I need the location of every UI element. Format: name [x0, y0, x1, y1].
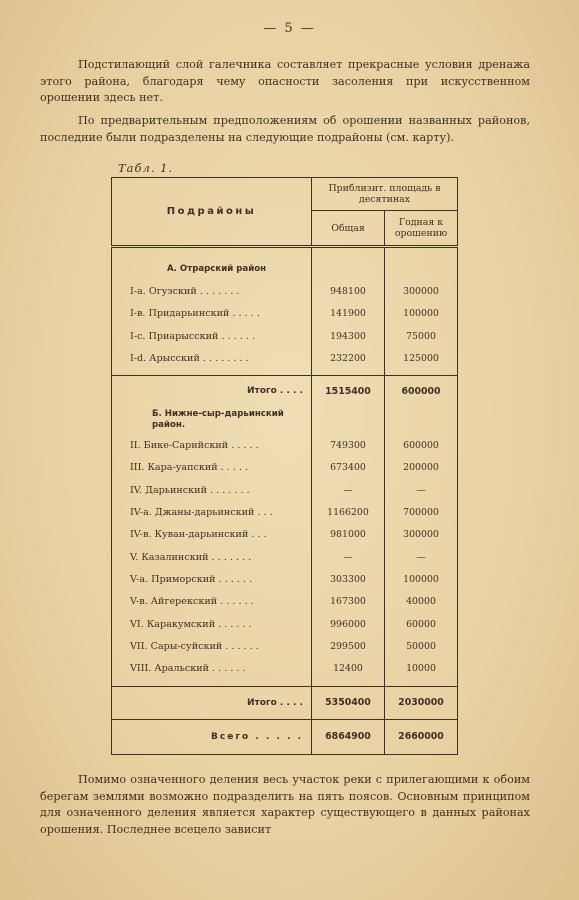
- row-total: 303300: [312, 568, 385, 590]
- row-suitable: 100000: [385, 568, 458, 590]
- page-number: — 5 —: [263, 21, 316, 36]
- row-suitable: 700000: [385, 501, 458, 523]
- header-suitable: Годная к орошению: [385, 211, 458, 247]
- table-row: [112, 325, 458, 347]
- header-total: Общая: [312, 211, 385, 247]
- row-suitable: 125000: [385, 347, 458, 369]
- row-total: 167300: [312, 591, 385, 613]
- row-name: IV-в. Куван-дарьинский . . .: [112, 524, 312, 546]
- paragraph-drainage: [40, 57, 530, 107]
- row-suitable: 600000: [385, 434, 458, 456]
- table-row: [112, 635, 458, 657]
- section-row: [112, 406, 458, 434]
- row-suitable: 300000: [385, 280, 458, 302]
- row-suitable: 60000: [385, 613, 458, 635]
- paragraph-text: По предварительным предположениям об орошении названных районов, последние были подразделены на следующие подрайоны (см. карту).: [40, 114, 530, 144]
- table-row: [112, 591, 458, 613]
- row-suitable: —: [385, 479, 458, 501]
- paragraph-text: Подстилающий слой галечника составляет прекрасные условия дренажа этого района, благодаря чему опасности засоления при искусственном орошении здесь нет.: [40, 58, 530, 104]
- grand-total-label: Всего . . . . .: [112, 719, 312, 754]
- row-name: V. Казалинский . . . . . . .: [112, 546, 312, 568]
- subregions-table: [111, 177, 458, 755]
- table-row: [112, 303, 458, 325]
- row-name: VIII. Аральский . . . . . .: [112, 657, 312, 679]
- row-suitable: 100000: [385, 303, 458, 325]
- row-name: VI. Каракумский . . . . . .: [112, 613, 312, 635]
- subtotal-label: Итого . . . .: [112, 686, 312, 719]
- grand-total-row: [112, 719, 458, 754]
- paragraph-belts: [40, 772, 530, 838]
- row-name: I-d. Арысский . . . . . . . .: [112, 347, 312, 369]
- table-row: [112, 479, 458, 501]
- row-total: —: [312, 546, 385, 568]
- row-total: 981000: [312, 524, 385, 546]
- table-row: [112, 280, 458, 302]
- grand-total-suitable: 2660000: [385, 719, 458, 754]
- row-name: IV. Дарьинский . . . . . . .: [112, 479, 312, 501]
- paragraph-subregions: [40, 113, 530, 146]
- table-row: [112, 546, 458, 568]
- row-suitable: 300000: [385, 524, 458, 546]
- grand-total-total: 6864900: [312, 719, 385, 754]
- row-name: I-в. Придарьинский . . . . .: [112, 303, 312, 325]
- row-suitable: 200000: [385, 457, 458, 479]
- table-row: [112, 457, 458, 479]
- row-total: 948100: [312, 280, 385, 302]
- subtotal-label: Итого . . . .: [112, 376, 312, 407]
- row-suitable: 75000: [385, 325, 458, 347]
- row-total: 749300: [312, 434, 385, 456]
- subtotal-suitable: 2030000: [385, 686, 458, 719]
- spacer-row: [112, 247, 458, 259]
- row-total: 12400: [312, 657, 385, 679]
- row-total: 232200: [312, 347, 385, 369]
- row-name: VII. Сары-суйский . . . . . .: [112, 635, 312, 657]
- subtotal-total: 1515400: [312, 376, 385, 407]
- table-row: [112, 568, 458, 590]
- row-total: 299500: [312, 635, 385, 657]
- table-row: [112, 347, 458, 369]
- row-name: II. Бике-Сарийский . . . . .: [112, 434, 312, 456]
- table-row: [112, 657, 458, 679]
- header-area: Приблизит. площадь в десятинах: [312, 178, 458, 211]
- row-total: 194300: [312, 325, 385, 347]
- table-row: [112, 501, 458, 523]
- table-caption: Табл. 1.: [118, 161, 174, 175]
- header-subregions: Подрайоны: [112, 178, 312, 247]
- table-row: [112, 613, 458, 635]
- subtotal-total: 5350400: [312, 686, 385, 719]
- row-total: —: [312, 479, 385, 501]
- row-name: III. Кара-уапский . . . . .: [112, 457, 312, 479]
- row-name: I-с. Приарысский . . . . . .: [112, 325, 312, 347]
- table-row: [112, 524, 458, 546]
- row-total: 673400: [312, 457, 385, 479]
- section-row: [112, 258, 458, 280]
- subtotal-suitable: 600000: [385, 376, 458, 407]
- paragraph-text: Помимо означенного деления весь участок реки с прилегающими к обоим берегам землями возможно подразделить на пять поясов. Основным принципом для означенного деления является характер существующего в данных районах орошения. Последнее всецело зависит: [40, 773, 530, 836]
- subtotal-row: [112, 376, 458, 407]
- row-suitable: 10000: [385, 657, 458, 679]
- row-total: 996000: [312, 613, 385, 635]
- row-suitable: 40000: [385, 591, 458, 613]
- row-name: V-a. Приморский . . . . . .: [112, 568, 312, 590]
- row-name: V-в. Айгерекский . . . . . .: [112, 591, 312, 613]
- row-suitable: 50000: [385, 635, 458, 657]
- row-name: IV-a. Джаны-дарьинский . . .: [112, 501, 312, 523]
- row-total: 141900: [312, 303, 385, 325]
- row-total: 1166200: [312, 501, 385, 523]
- section-b-label: Б. Нижне-сыр-дарьинский район.: [112, 406, 312, 434]
- row-suitable: —: [385, 546, 458, 568]
- subtotal-row: [112, 686, 458, 719]
- row-name: I-a. Огузский . . . . . . .: [112, 280, 312, 302]
- table-row: [112, 434, 458, 456]
- section-a-label: А. Отрарский район: [112, 258, 312, 280]
